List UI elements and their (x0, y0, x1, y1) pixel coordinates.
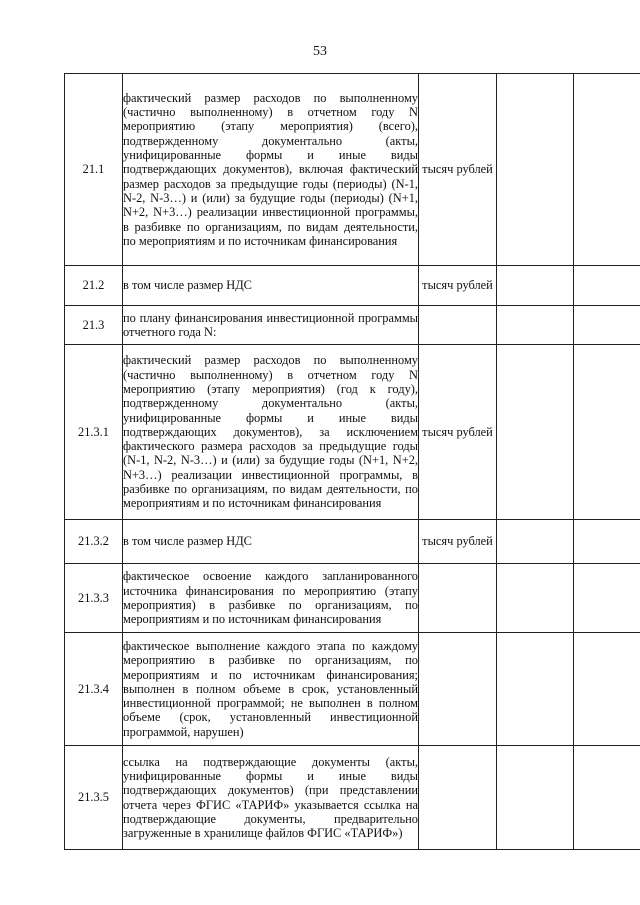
row-number: 21.2 (65, 266, 123, 306)
row-number: 21.3 (65, 306, 123, 345)
value-cell (497, 74, 574, 266)
row-unit (419, 564, 497, 633)
table-row (65, 266, 640, 306)
row-number: 21.3.4 (65, 633, 123, 746)
row-description: по плану финансирования инвестиционной программы отчетного года N: (123, 306, 419, 345)
page-number: 53 (313, 44, 327, 59)
value-cell (497, 306, 574, 345)
value-cell (574, 345, 640, 520)
value-cell (574, 306, 640, 345)
row-description: фактическое освоение каждого запланированного источника финансирования по мероприятию (этапу мероприятия) в разбивке по организациям, по мероприятиям и по источникам финансирования (123, 564, 419, 633)
value-cell (497, 266, 574, 306)
row-description: фактический размер расходов по выполненному (частично выполненному) в отчетном году N мероприятию (этапу мероприятия) (год к году), подтвержденному документально (акты, унифицированные формы и иные виды подтверждающих документов), за исключением фактического размера расходов за предыдущие годы (N-1, N-2, N-3…) и (или) за будущие годы (N+1, N+2, N+3…) реализации инвестиционной программы, в разбивке по организациям, по видам деятельности, по мероприятиям и по источникам финансирования (123, 345, 419, 520)
table-row (65, 345, 640, 520)
table-row (65, 306, 640, 345)
row-number: 21.3.3 (65, 564, 123, 633)
table-row (65, 633, 640, 746)
value-cell (497, 564, 574, 633)
table-row (65, 520, 640, 564)
row-description: в том числе размер НДС (123, 520, 419, 564)
value-cell (574, 633, 640, 746)
row-unit (419, 306, 497, 345)
table-row (65, 74, 640, 266)
value-cell (574, 520, 640, 564)
row-description: фактическое выполнение каждого этапа по каждому мероприятию в разбивке по организациям, по мероприятиям и по источникам финансирования; выполнен в полном объеме в срок, установленный инвестиционной программой; не выполнен в полном объеме (срок, установленный инвестиционной программой, нарушен) (123, 633, 419, 746)
value-cell (497, 633, 574, 746)
value-cell (574, 266, 640, 306)
row-number: 21.1 (65, 74, 123, 266)
value-cell (574, 564, 640, 633)
row-unit: тысяч рублей (419, 74, 497, 266)
row-unit: тысяч рублей (419, 520, 497, 564)
value-cell (574, 746, 640, 850)
table-row (65, 564, 640, 633)
row-number: 21.3.1 (65, 345, 123, 520)
row-number: 21.3.5 (65, 746, 123, 850)
row-unit: тысяч рублей (419, 345, 497, 520)
requirements-table (64, 73, 640, 850)
row-unit (419, 746, 497, 850)
row-number: 21.3.2 (65, 520, 123, 564)
row-description: фактический размер расходов по выполненному (частично выполненному) в отчетном году N мероприятию (этапу мероприятия) (всего), подтвержденному документально (акты, унифицированные формы и иные виды подтверждающих документов), включая фактический размер расходов за предыдущие годы (периоды) (N-1, N-2, N-3…) и (или) за будущие годы (периоды) (N+1, N+2, N+3…) реализации инвестиционной программы, в разбивке по организациям, по видам деятельности, по мероприятиям и по источникам финансирования (123, 74, 419, 266)
value-cell (497, 520, 574, 564)
value-cell (574, 74, 640, 266)
row-unit (419, 633, 497, 746)
row-unit: тысяч рублей (419, 266, 497, 306)
row-description: ссылка на подтверждающие документы (акты, унифицированные формы и иные виды подтверждающих документов) (при представлении отчета через ФГИС «ТАРИФ» указывается ссылка на подтверждающие документы, предварительно загруженные в хранилище файлов ФГИС «ТАРИФ») (123, 746, 419, 850)
table-row (65, 746, 640, 850)
value-cell (497, 746, 574, 850)
value-cell (497, 345, 574, 520)
row-description: в том числе размер НДС (123, 266, 419, 306)
